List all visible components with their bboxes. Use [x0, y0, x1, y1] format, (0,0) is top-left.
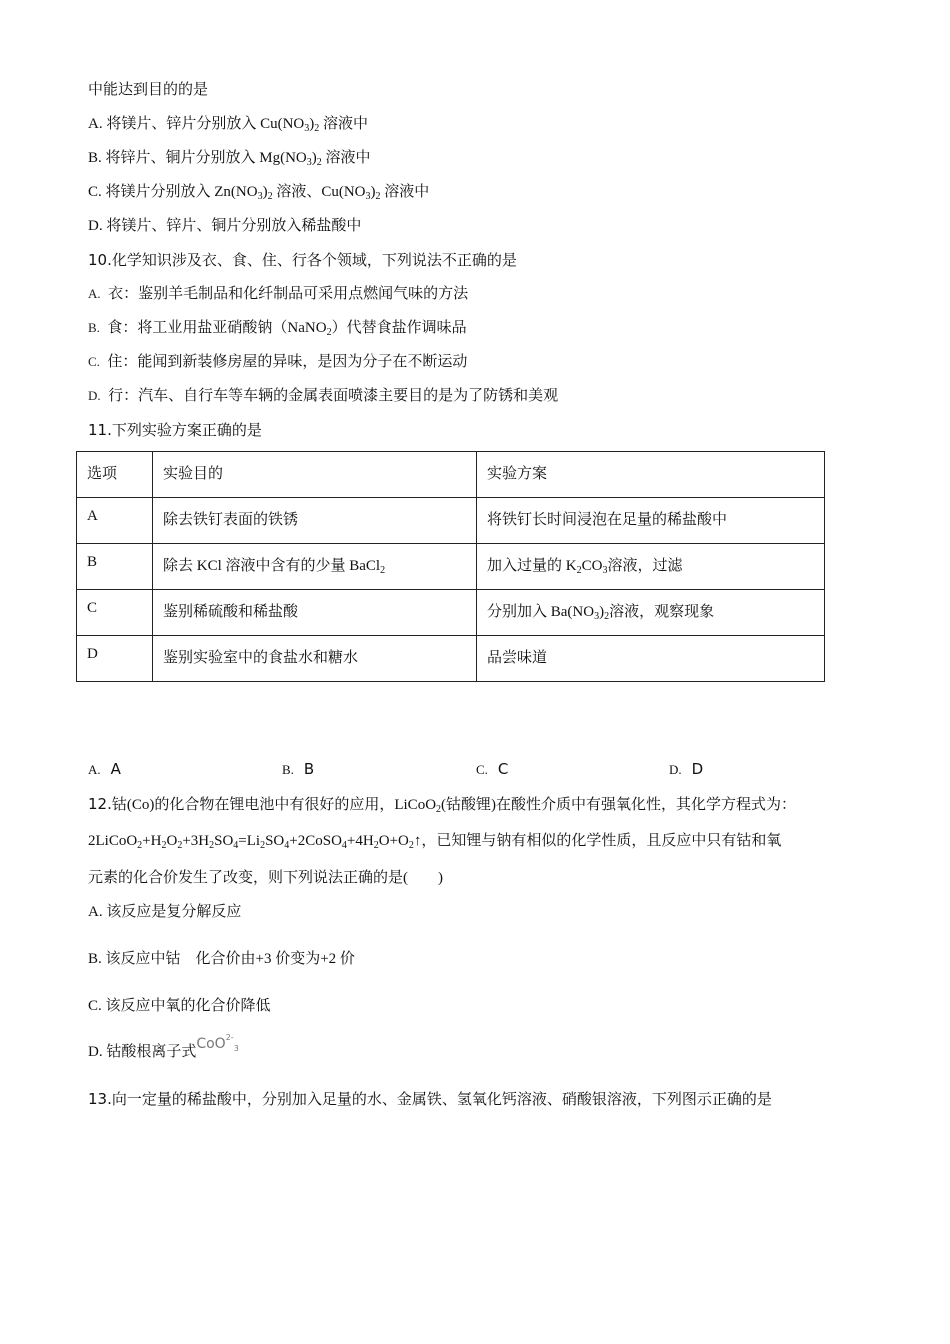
table-row — [77, 590, 825, 636]
q10-option-d: D. 行：汽车、自行车等车辆的金属表面喷漆主要目的是为了防锈和美观 — [88, 388, 559, 404]
answer-choice-a: A. A — [88, 760, 121, 778]
answer-choice-d: D. D — [669, 760, 704, 778]
table-row — [77, 498, 825, 544]
answer-choice-b: B. B — [282, 760, 315, 778]
q9-option-d: D. 将镁片、锌片、铜片分别放入稀盐酸中 — [88, 218, 362, 234]
q10-option-a: A. 衣：鉴别羊毛制品和化纤制品可采用点燃闻气味的方法 — [88, 286, 469, 302]
q12-option-d: D. 钴酸根离子式CoO$^{2-}_3$ — [88, 1033, 239, 1060]
q9-option-c: C. 将镁片分别放入 $Zn(NO_3)_2$ 溶液、$Cu(NO_3)_2$ 溶液中 — [88, 184, 430, 202]
q10-stem: 10.化学知识涉及衣、食、住、行各个领域，下列说法不正确的是 — [88, 251, 517, 269]
table-row — [77, 544, 825, 590]
table-cell: 将铁钉长时间浸泡在足量的稀盐酸中 — [477, 498, 825, 544]
table-cell: 品尝味道 — [477, 636, 825, 682]
q12-option-a: A. 该反应是复分解反应 — [88, 904, 242, 920]
table-cell: 鉴别稀硫酸和稀盐酸 — [153, 590, 477, 636]
table-header-cell: 选项 — [77, 452, 153, 498]
table-header-cell: 实验目的 — [153, 452, 477, 498]
q12-stem-line3: 元素的化合价发生了改变，则下列说法正确的是( ) — [88, 870, 443, 886]
q11-answer-choices — [88, 760, 888, 782]
table-row — [77, 636, 825, 682]
q12-equation-line: $2LiCoO_2+H_2O_2+3H_2SO_4=Li_2SO_4+2CoSO_4+4H_2O+O_2↑$，已知锂与钠有相似的化学性质，且反应中只有钴和氧 — [88, 833, 782, 851]
q12-option-c: C. 该反应中氧的化合价降低 — [88, 998, 271, 1014]
q9-stem-tail: 中能达到目的的是 — [88, 82, 209, 98]
table-cell: 除去 KCl 溶液中含有的少量 BaCl$_2$ — [153, 544, 477, 590]
table-header-row — [77, 452, 825, 498]
table-cell: A — [77, 498, 153, 544]
table-cell: B — [77, 544, 153, 590]
q13-stem: 13.向一定量的稀盐酸中，分别加入足量的水、金属铁、氢氧化钙溶液、硝酸银溶液，下列图示正确的是 — [88, 1090, 772, 1108]
table-cell: 除去铁钉表面的铁锈 — [153, 498, 477, 544]
table-cell: C — [77, 590, 153, 636]
table-cell: D — [77, 636, 153, 682]
q10-option-c: C. 住：能闻到新装修房屋的异味，是因为分子在不断运动 — [88, 354, 468, 370]
q9-option-b: B. 将锌片、铜片分别放入 $Mg(NO_3)_2$ 溶液中 — [88, 150, 371, 168]
cobaltate-ion-formula: CoO$^{2-}_3$ — [196, 1033, 239, 1053]
table-header-cell: 实验方案 — [477, 452, 825, 498]
experiment-table — [76, 451, 825, 682]
q12-stem-line1: 12.钴(Co)的化合物在锂电池中有很好的应用，LiCoO$_2$(钴酸锂)在酸性介质中有强氧化性，其化学方程式为： — [88, 795, 797, 815]
answer-choice-c: C. C — [476, 760, 509, 778]
q11-stem: 11.下列实验方案正确的是 — [88, 421, 262, 439]
table-cell: 鉴别实验室中的食盐水和糖水 — [153, 636, 477, 682]
q10-option-b: B. 食：将工业用盐亚硝酸钠（NaNO$_2$）代替食盐作调味品 — [88, 320, 467, 338]
table-cell: 分别加入 $Ba(NO_3)_2$溶液，观察现象 — [477, 590, 825, 636]
q9-option-a: A. 将镁片、锌片分别放入 $Cu(NO_3)_2$ 溶液中 — [88, 116, 369, 134]
table-cell: 加入过量的 $K_2CO_3$溶液，过滤 — [477, 544, 825, 590]
q12-option-b: B. 该反应中钴 化合价由+3 价变为+2 价 — [88, 951, 355, 967]
